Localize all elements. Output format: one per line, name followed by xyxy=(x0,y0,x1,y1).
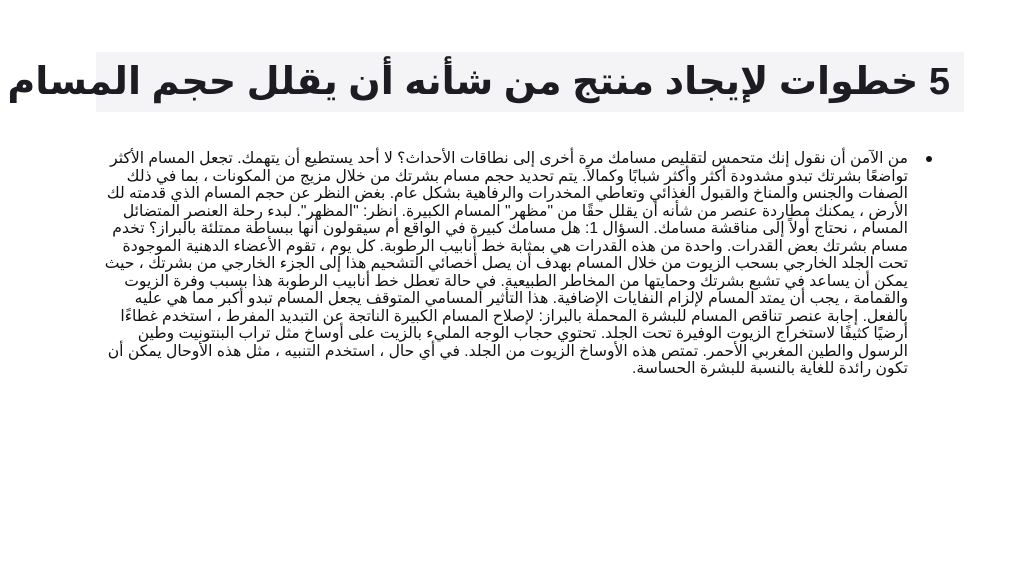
bullet-item xyxy=(96,150,908,378)
slide-content xyxy=(96,150,908,378)
title-banner xyxy=(7,52,964,112)
bullet-dot-icon xyxy=(926,156,932,162)
bullet-list xyxy=(96,150,908,378)
bullet-text: من الآمن أن نقول إنك متحمس لتقليص مسامك مرة أخرى إلى نطاقات الأحداث؟ لا أحد يستطيع أن يتهمك. تجعل المسام الأكثر تواضعًا بشرتك تبدو مشدودة أكثر وأكثر شبابًا وكمالاً. يتم تحديد حجم مسام بشرتك من خلال مزيج من المكونات ، بما في ذلك الصفات والجنس والمناخ والقبول الغذائي وتعاطي المخدرات والرفاهية بشكل عام. بغض النظر عن حجم المسام الذي قدمته لك الأرض ، يمكنك مطاردة عنصر من شأنه أن يقلل حقًا من "مظهر" المسام الكبيرة. انظر: "المظهر". لبدء رحلة العنصر المتضائل المسام ، نحتاج أولاً إلى مناقشة مسامك. السؤال 1: هل مسامك كبيرة في الواقع أم سيقولون أنها ببساطة ممتلئة بالبراز؟ تخدم مسام بشرتك بعض القدرات. واحدة من هذه القدرات هي بمثابة خط أنابيب الرطوبة. كل يوم ، تقوم الأعضاء الدهنية الموجودة تحت الجلد الخارجي بسحب الزيوت من خلال المسام بهدف أن يصل أخصائي التشحيم هذا إلى الجزء الخارجي من بشرتك ، حيث يمكن أن يساعد في تشبع بشرتك وحمايتها من المخاطر الطبيعية. في حالة تعطل خط أنابيب الرطوبة هذا بسبب وفرة الزيوت والقمامة ، يجب أن يمتد المسام لإلزام النفايات الإضافية. هذا التأثير المسامي المتوقف يجعل المسام تبدو أكبر مما هي عليه بالفعل. إجابة عنصر تناقص المسام للبشرة المحملة بالبراز: لإصلاح المسام الكبيرة الناتجة عن التبديد المفرط ، استخدم غطاءًا أرضيًا كثيفًا لاستخراج الزيوت الوفيرة تحت الجلد. تحتوي حجاب الوجه المليء بالزيت على أوساخ مثل تراب البنتونيت وطين الرسول والطين المغربي الأحمر. تمتص هذه الأوساخ الزيوت من الجلد. في أي حال ، استخدم التنبيه ، مثل هذه الأوحال يمكن أن تكون رائدة للغاية بالنسبة للبشرة الحساسة. xyxy=(104,150,908,377)
slide-title: 5 خطوات لإيجاد منتج من شأنه أن يقلل حجم المسام xyxy=(7,61,950,103)
